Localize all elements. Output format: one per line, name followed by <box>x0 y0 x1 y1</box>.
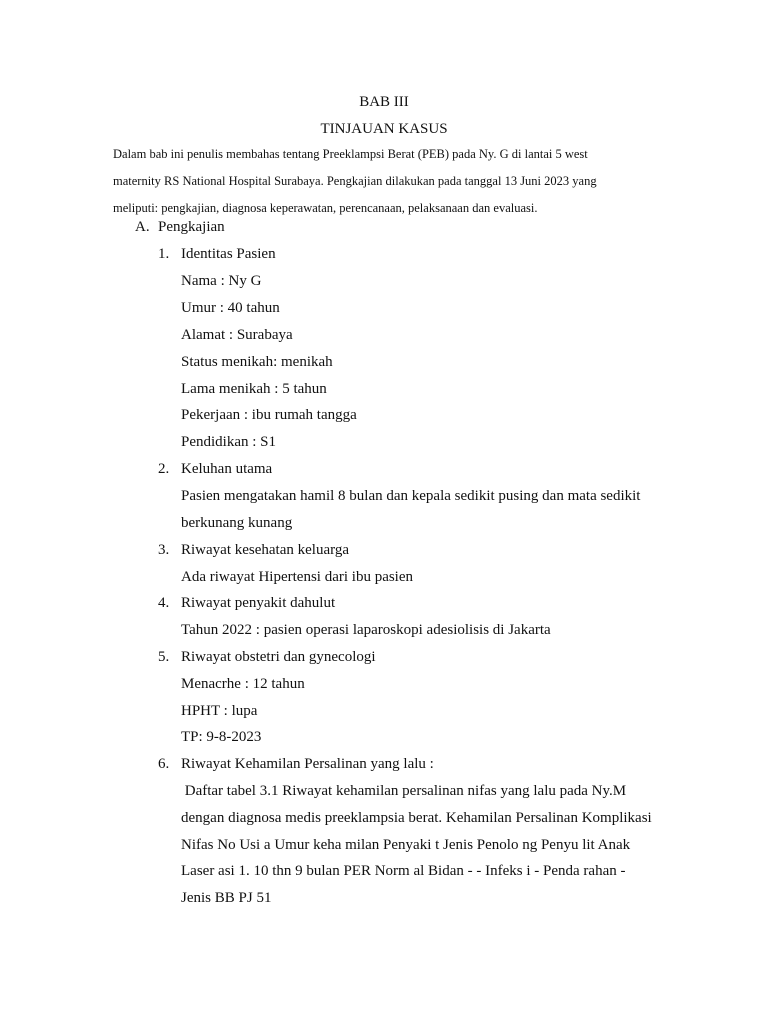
list-item-title: Identitas Pasien <box>181 246 276 262</box>
list-item-line: Lama menikah : 5 tahun <box>181 381 327 397</box>
list-item-line: Alamat : Surabaya <box>181 327 293 343</box>
list-item-line: Ada riwayat Hipertensi dari ibu pasien <box>181 569 414 585</box>
list-item-line: HPHT : lupa <box>181 703 258 719</box>
chapter-subtitle: TINJAUAN KASUS <box>320 121 448 137</box>
list-item-line: TP: 9-8-2023 <box>181 729 262 745</box>
list-item-title: Riwayat obstetri dan gynecologi <box>181 649 376 665</box>
list-number: 4. <box>158 595 170 611</box>
list-number: 2. <box>158 461 170 477</box>
list-item-title: Riwayat penyakit dahulut <box>181 595 336 611</box>
section-marker: A. <box>135 219 150 235</box>
list-item-line: Status menikah: menikah <box>181 354 333 370</box>
intro-paragraph <box>113 141 673 222</box>
intro-line: Dalam bab ini penulis membahas tentang Preeklampsi Berat (PEB) pada Ny. G di lantai 5 west <box>113 147 588 161</box>
list-item-line: berkunang kunang <box>181 515 293 531</box>
list-item-line: Laser asi 1. 10 thn 9 bulan PER Norm al Bidan - - Infeks i - Penda rahan - <box>181 863 626 879</box>
list-item-title: Keluhan utama <box>181 461 273 477</box>
list-item-line: Jenis BB PJ 51 <box>181 890 272 906</box>
list-item-line: Umur : 40 tahun <box>181 300 280 316</box>
section-label: Pengkajian <box>158 219 225 235</box>
list-number: 6. <box>158 756 170 772</box>
list-item-line: dengan diagnosa medis preeklampsia berat. Kehamilan Persalinan Komplikasi <box>181 810 652 826</box>
list-item-line: Nama : Ny G <box>181 273 262 289</box>
list-item-title: Riwayat kesehatan keluarga <box>181 542 349 558</box>
list-item-line: Pekerjaan : ibu rumah tangga <box>181 407 357 423</box>
list-item-line: Tahun 2022 : pasien operasi laparoskopi adesiolisis di Jakarta <box>181 622 551 638</box>
list-number: 1. <box>158 246 170 262</box>
list-item-line: Pasien mengatakan hamil 8 bulan dan kepala sedikit pusing dan mata sedikit <box>181 488 641 504</box>
list-item-line: Daftar tabel 3.1 Riwayat kehamilan persalinan nifas yang lalu pada Ny.M <box>181 783 627 799</box>
intro-line: meliputi: pengkajian, diagnosa keperawatan, perencanaan, pelaksanaan dan evaluasi. <box>113 201 538 215</box>
list-item-line: Nifas No Usi a Umur keha milan Penyaki t Jenis Penolo ng Penyu lit Anak <box>181 837 631 853</box>
list-number: 5. <box>158 649 170 665</box>
list-item-title: Riwayat Kehamilan Persalinan yang lalu : <box>181 756 434 772</box>
list-item-line: Menacrhe : 12 tahun <box>181 676 305 692</box>
list-item-line: Pendidikan : S1 <box>181 434 277 450</box>
chapter-title: BAB III <box>359 94 409 110</box>
intro-line: maternity RS National Hospital Surabaya. Pengkajian dilakukan pada tanggal 13 Juni 2023 yang <box>113 174 597 188</box>
list-number: 3. <box>158 542 170 558</box>
